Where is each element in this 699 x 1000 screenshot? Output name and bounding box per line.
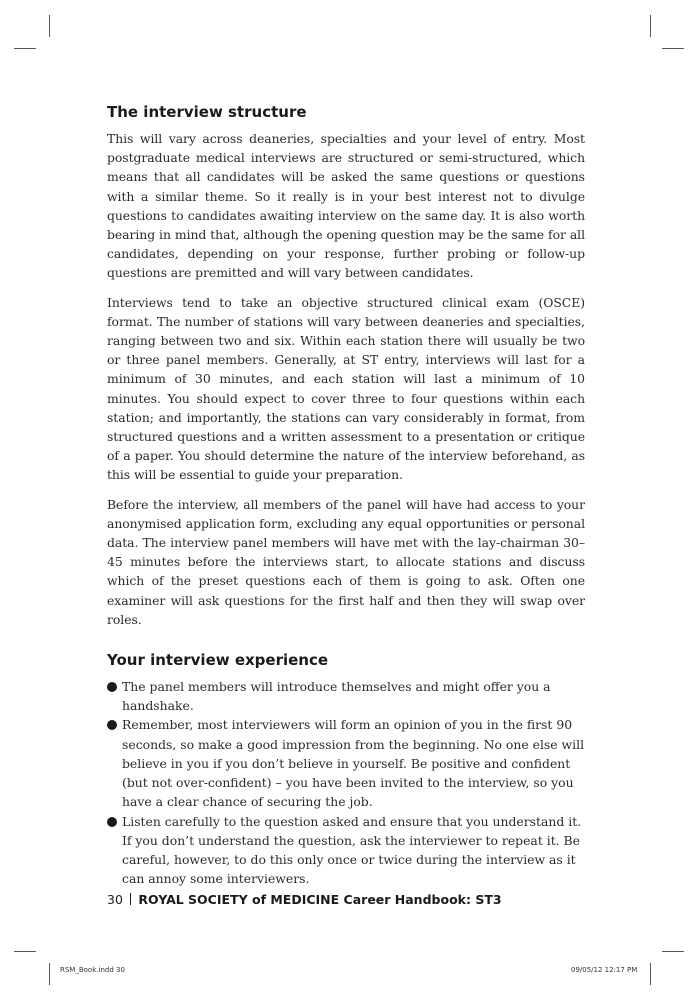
list-item-text: The panel members will introduce themselves and might offer you a handshake. xyxy=(122,679,551,714)
page-footer xyxy=(107,892,502,907)
footer-divider xyxy=(130,893,132,905)
crop-mark-bottom-left-horizontal xyxy=(14,951,36,952)
running-title: ROYAL SOCIETY of MEDICINE Career Handbook: ST3 xyxy=(138,892,502,907)
paragraph: Before the interview, all members of the panel will have had access to your anonymised application form, excluding any equal opportunities or personal data. The interview panel members will have met with the lay-chairman 30–45 minutes before the interviews start, to allocate stations and discuss which of the preset questions each of them is going to ask. Often one examiner will ask questions for the first half and then they will swap over roles. xyxy=(107,496,585,627)
crop-mark-bottom-right-horizontal xyxy=(662,951,684,952)
list-item xyxy=(107,812,585,889)
crop-mark-top-left-vertical xyxy=(49,15,50,37)
bullet-list xyxy=(107,677,585,888)
page-number: 30 xyxy=(107,892,123,907)
list-item xyxy=(107,715,585,811)
bullet-icon xyxy=(107,720,117,730)
crop-mark-top-right-horizontal xyxy=(662,48,684,49)
paragraph: This will vary across deaneries, specialties and your level of entry. Most postgraduate medical interviews are structured or semi-structured, which means that all candidates will be asked the same questions or questions with a similar theme. So it really is in your best interest not to divulge questions to candidates awaiting interview on the same day. It is also worth bearing in mind that, although the opening question may be the same for all candidates, depending on your response, further probing or follow-up questions are premitted and will vary between candidates. xyxy=(107,131,585,281)
list-item xyxy=(107,677,585,715)
slug-datetime: 09/05/12 12:17 PM xyxy=(571,966,638,974)
crop-mark-top-right-vertical xyxy=(650,15,651,37)
slug-filename: RSM_Book.indd 30 xyxy=(60,966,125,974)
list-item-text: Remember, most interviewers will form an opinion of you in the first 90 seconds, so make a good impression from the beginning. No one else will believe in you if you don’t believe in yourself. Be positive and confident (but not over-confident) – you have been invited to the interview, so you have a clear chance of securing the job. xyxy=(122,717,585,810)
crop-mark-top-left-horizontal xyxy=(14,48,36,49)
bullet-icon xyxy=(107,817,117,827)
paragraph: Interviews tend to take an objective structured clinical exam (OSCE) format. The number of stations will vary between deaneries and specialties, ranging between two and six. Within each station there will usually be two or three panel members. Generally, at ST entry, interviews will last for a minimum of 30 minutes, and each station will last a minimum of 10 minutes. You should expect to cover three to four questions within each station; and importantly, the stations can vary considerably in format, from structured questions and a written assessment to a presentation or critique of a paper. You should determine the nature of the interview beforehand, as this will be essential to guide your preparation. xyxy=(107,294,585,483)
bullet-icon xyxy=(107,682,117,692)
page-content xyxy=(107,103,585,888)
crop-mark-bottom-left-vertical xyxy=(49,963,50,985)
list-item-text: Listen carefully to the question asked and ensure that you understand it. If you don’t understand the question, ask the interviewer to repeat it. Be careful, however, to do this only once or twice during the interview as it can annoy some interviewers. xyxy=(122,813,582,887)
crop-mark-bottom-right-vertical xyxy=(650,963,651,985)
section-heading-interview-structure: The interview structure xyxy=(107,103,307,121)
section-heading-interview-experience: Your interview experience xyxy=(107,651,329,670)
